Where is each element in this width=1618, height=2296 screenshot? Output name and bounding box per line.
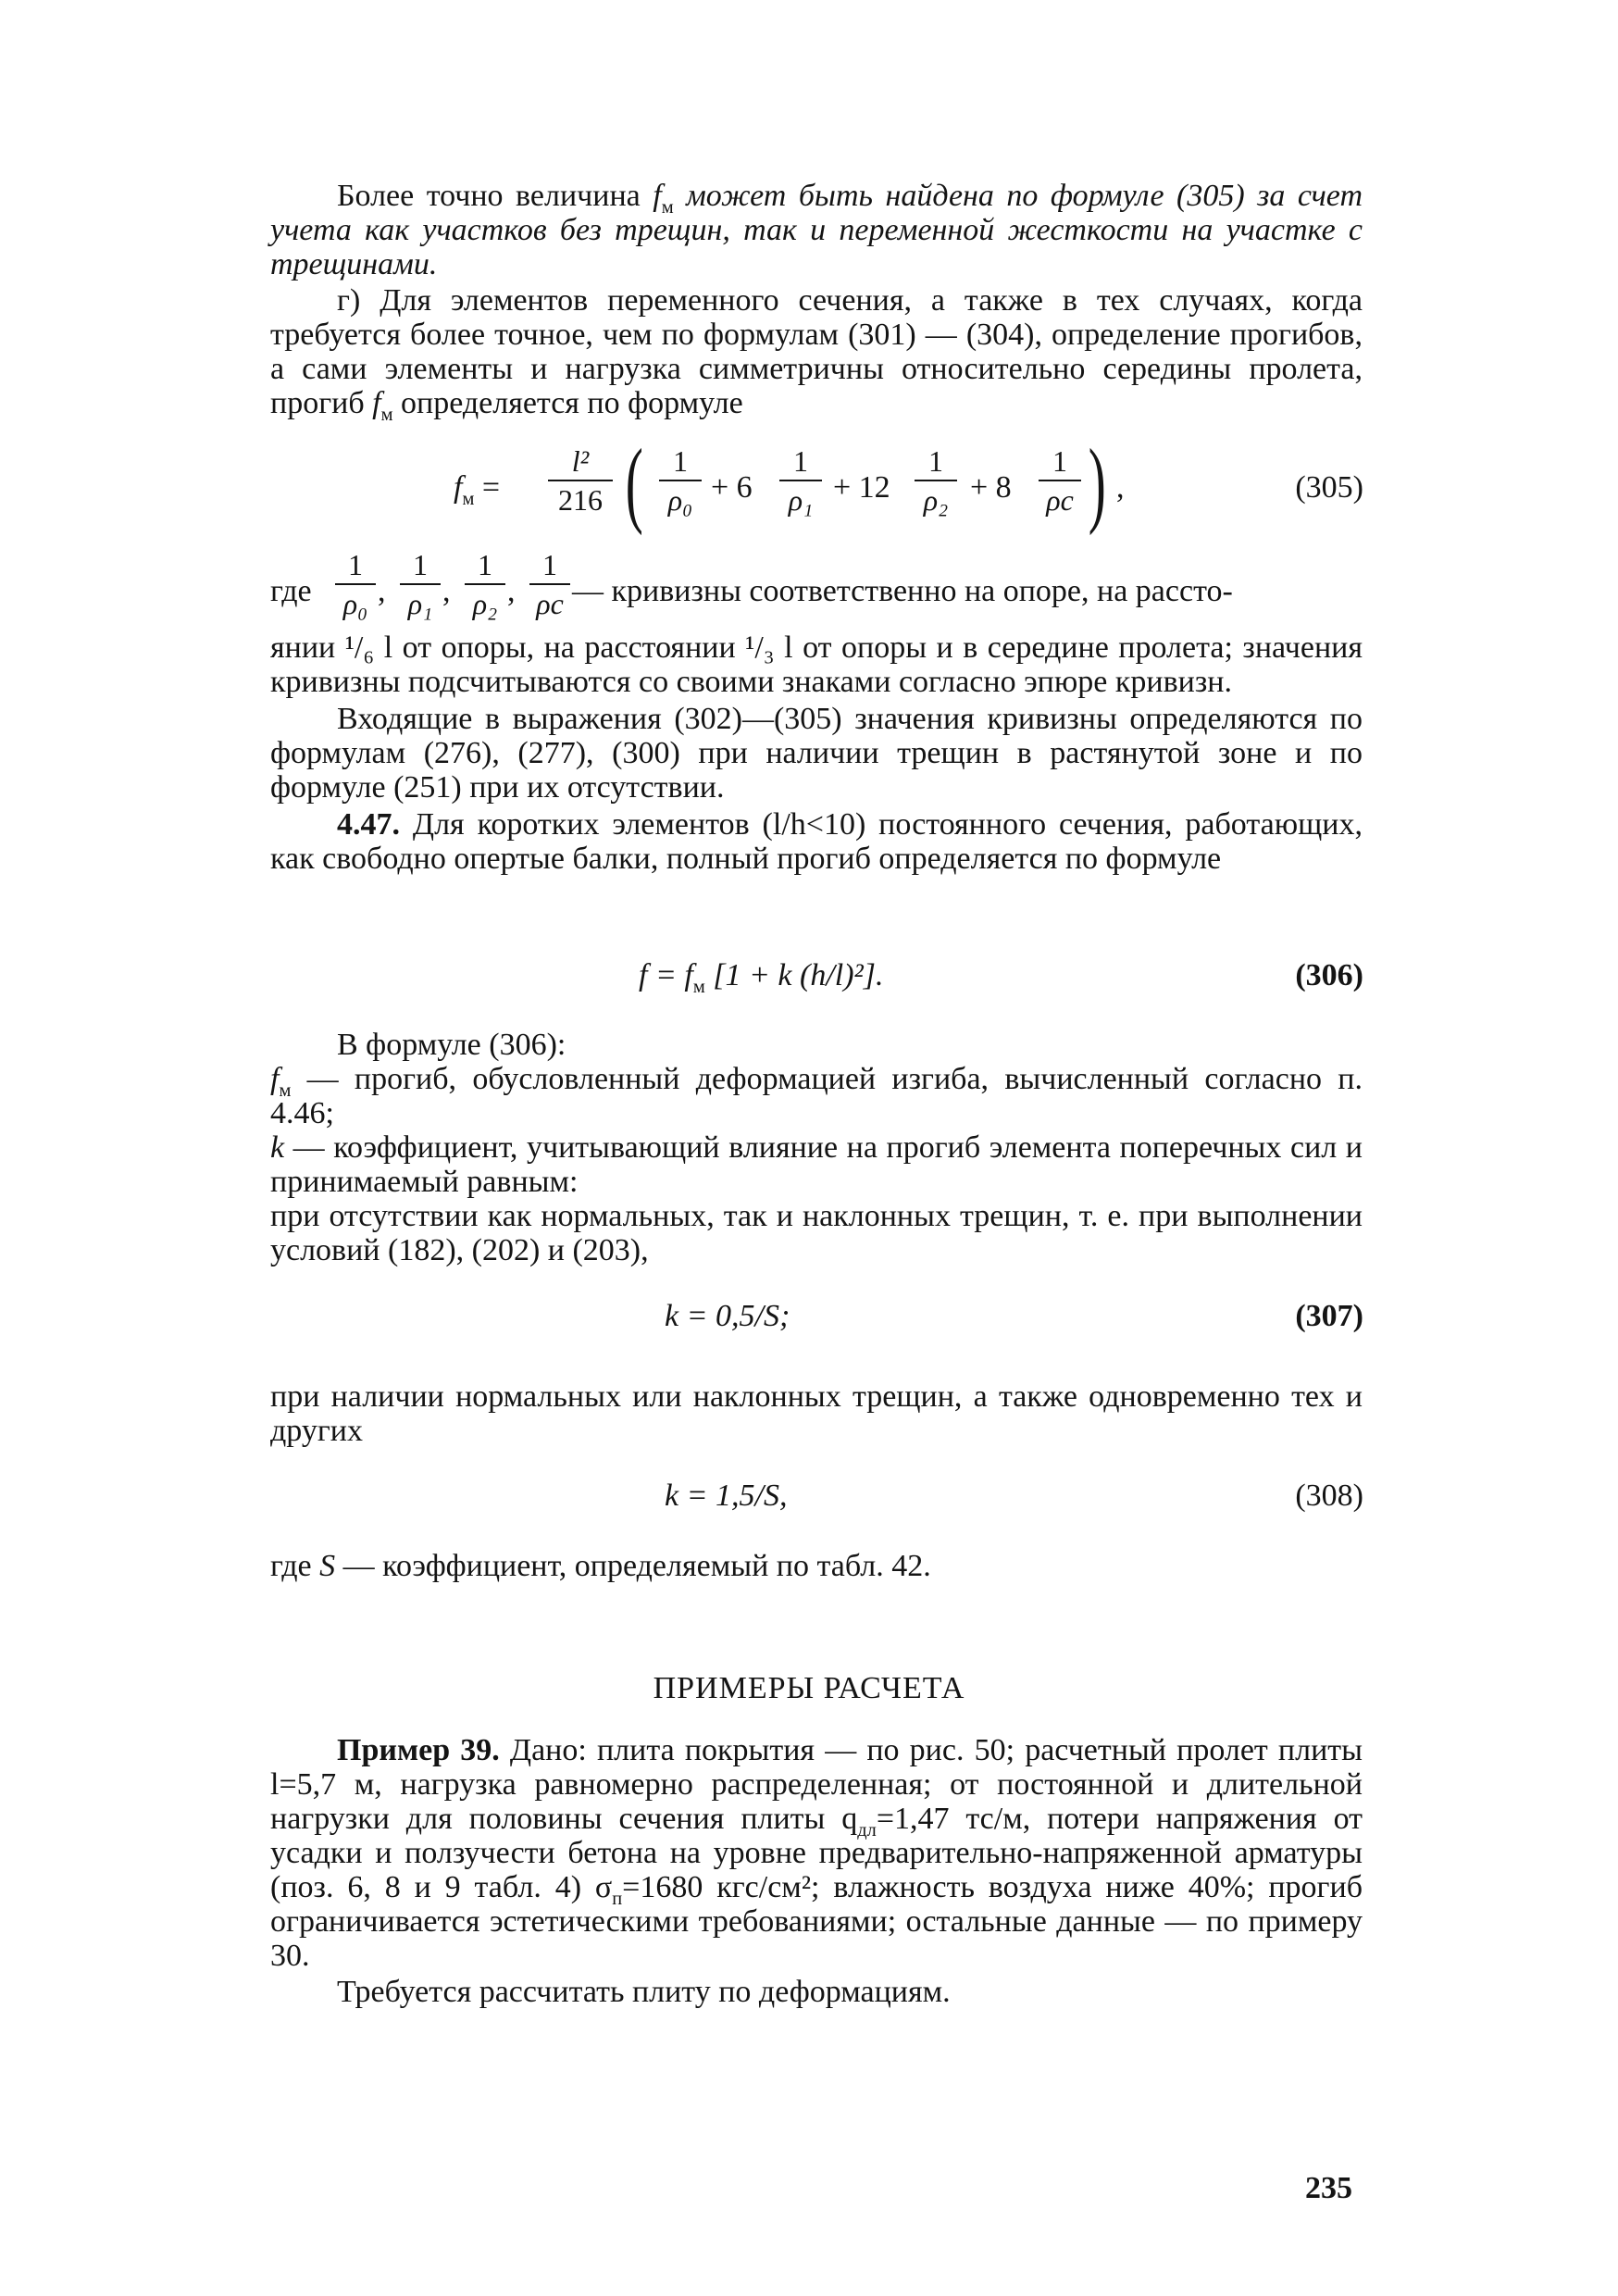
in-formula-label: В формуле (306): <box>337 1028 566 1062</box>
required-line: Требуется рассчитать плиту по деформациям. <box>337 1975 951 2009</box>
text-block-middle <box>270 630 1363 876</box>
example-39: Пример 39. Дано: плита покрытия — по рис. 50; расчетный пролет плиты l=5,7 м, нагрузка равномерно распределенная; от постоянной и длительной нагрузки для половины сечения плиты $q_{дл}=1,47$ тс/м, потери напряжения от усадки и ползучести бетона на уровне предварительно-напряженной арматуры (поз. 6, 8 и 9 табл. 4) $\sigma_п=1680$ кгс/см²; влажность воздуха ниже 40%; прогиб ограничивается эстетическими требованиями; остальные данные — по примеру 30. <box>270 1733 1363 1973</box>
equation-number-305: (305) <box>1295 470 1363 505</box>
condition-with-cracks: при наличии нормальных или наклонных трещин, а также одновременно тех и других <box>270 1379 1363 1448</box>
text-block-definitions <box>270 1028 1363 1267</box>
text-block-example <box>270 1733 1363 2009</box>
document-page: Более точно величина $f_м$ может быть найдена по формуле (305) за счет учета как участков без трещин, так и переменной жесткости на участке с трещинами. г) Для элементов переменного сечения, а также в тех случаях, когда требуется более точное, чем по формулам (301) — (304), определение прогибов, а сами элементы и нагрузка симметричны относительно середины пролета, прогиб $f_м$ определяется по формуле $f_м$ = l² 216 ( 1 ρ₀ + 6 1 ρ₁ + 12 1 ρ₂ + 8 1 ρc ) , (305) где 1 ρ₀ , 1 ρ₁ , 1 ρ₂ , 1 ρc — кривизны соответственно на опоре, на рассто- янии ¹/₆ l от опоры, на расстоянии ¹/₃ l от опоры и в середине пролета; значения кривизны подсчитываются со своими знаками согласно эпюре кривизн. Входящие в выражения (302)—(305) значения кривизны определяются по формулам (276), (277), (300) при наличии трещин в растянутой зоне и по формуле (251) при их отсутствии. 4.47. Для коротких элементов (l/h<10) постоянного сечения, работающих, как свободно опертые балки, полный прогиб определяется по формуле $f = f_м$ [1 + k (h/l)²]. (306) В формуле (306): $f_м$ — прогиб, обусловленный деформацией изгиба, вычисленный согласно п. 4.46; k — коэффициент, учитывающий влияние на прогиб элемента поперечных сил и принимаемый равным: при отсутствии как нормальных, так и наклонных трещин, т. е. при выполнении условий (182), (202) и (203), k = 0,5/S; (307) при наличии нормальных или наклонных трещин, а также одновременно тех и других k = 1,5/S, (308) где S — коэффициент, определяемый по табл. 42. ПРИМЕРЫ РАСЧЕТА Пример 39. Дано: плита покрытия — по рис. 50; расчетный пролет плиты l=5,7 м, нагрузка равномерно распределенная; от постоянной и длительной нагрузки для половины сечения плиты $q_{дл}=1,47$ тс/м, потери напряжения от усадки и ползучести бетона на уровне предварительно-напряженной арматуры (поз. 6, 8 и 9 табл. 4) $\sigma_п=1680$ кгс/см²; влажность воздуха ниже 40%; прогиб ограничивается эстетическими требованиями; остальные данные — по примеру 30. Требуется рассчитать плиту по деформациям. 235 <box>0 0 1618 2296</box>
paragraph-g: г) Для элементов переменного сечения, а также в тех случаях, когда требуется более точное, чем по формулам (301) — (304), определение прогибов, а сами элементы и нагрузка симметричны относительно середины пролета, прогиб $f_м$ определяется по формуле <box>270 283 1363 425</box>
def-k: k — коэффициент, учитывающий влияние на прогиб элемента поперечных сил и принимаемый равным: <box>270 1130 1363 1199</box>
text-block-cond2 <box>270 1379 1363 1448</box>
clause-4-47: 4.47. Для коротких элементов (l/h<10) постоянного сечения, работающих, как свободно опертые балки, полный прогиб определяется по формуле <box>270 807 1363 876</box>
distances-paragraph: янии ¹/₆ l от опоры, на расстоянии ¹/₃ l от опоры и в середине пролета; значения кривизны подсчитываются со своими знаками согласно эпюре кривизн. <box>270 630 1363 699</box>
def-fm: $f_м$ — прогиб, обусловленный деформацией изгиба, вычисленный согласно п. 4.46; <box>270 1062 1363 1130</box>
page-number: 235 <box>1305 2171 1352 2205</box>
intro-paragraph: Более точно величина $f_м$ может быть найдена по формуле (305) за счет учета как участков без трещин, так и переменной жесткости на участке с трещинами. <box>270 179 1363 281</box>
equation-number-307: (307) <box>1295 1299 1363 1333</box>
equation-number-308: (308) <box>1295 1479 1363 1513</box>
where-s-line: где S — коэффициент, определяемый по табл. 42. <box>270 1549 931 1583</box>
inputs-paragraph: Входящие в выражения (302)—(305) значения кривизны определяются по формулам (276), (277), (300) при наличии трещин в растянутой зоне и по формуле (251) при их отсутствии. <box>270 702 1363 805</box>
equation-number-306: (306) <box>1295 958 1363 992</box>
fraction-l2-216: l² 216 <box>548 444 613 517</box>
condition-no-cracks: при отсутствии как нормальных, так и наклонных трещин, т. е. при выполнении условий (182), (202) и (203), <box>270 1199 1363 1267</box>
section-heading: ПРИМЕРЫ РАСЧЕТА <box>653 1671 965 1705</box>
text-block-top <box>270 179 1363 425</box>
text-block-where-s <box>270 1549 1363 1583</box>
